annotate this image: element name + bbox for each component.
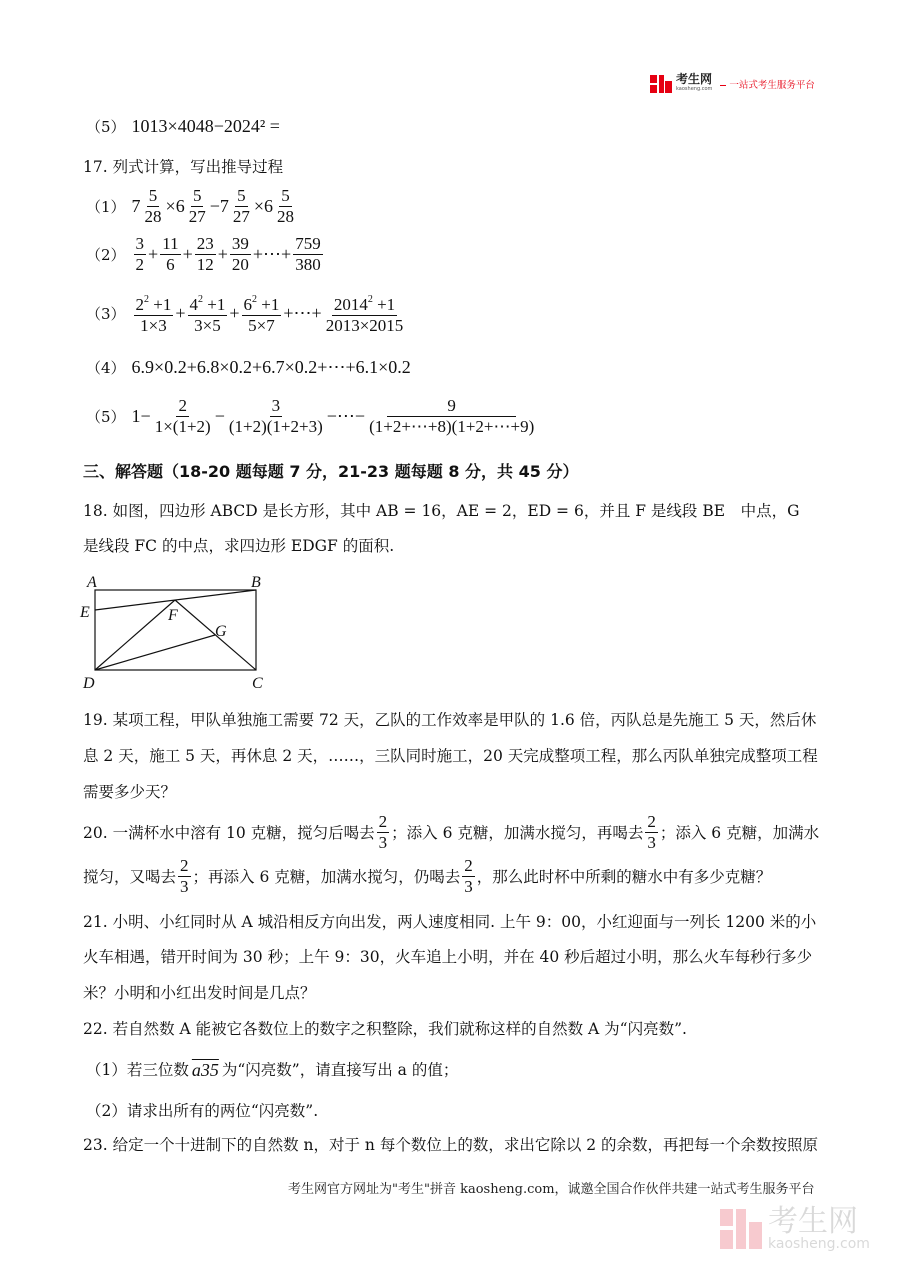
- q21-line3: 米？小明和小红出发时间是几点？: [83, 984, 316, 1002]
- label-g: G: [215, 623, 227, 640]
- footer-watermark: [720, 1204, 870, 1252]
- text-segment: ，那么此时杯中所剩的糖水中有多少克糖？: [476, 867, 772, 886]
- text-segment: 搅匀，又喝去: [83, 867, 177, 886]
- operator: ×: [165, 196, 176, 216]
- q19-line1: 19. 某项工程，甲队单独施工需要 72 天，乙队的工作效率是甲队的 1.6 倍，丙队总是先施工 5 天，然后休: [83, 711, 817, 729]
- q20-line1: [83, 812, 819, 853]
- label-f: F: [168, 607, 178, 624]
- fraction: $\frac{5}{27}$: [188, 186, 206, 226]
- operator: +: [182, 244, 193, 264]
- text-segment: ；添入 6 克糖，加满水搅匀，再喝去: [391, 823, 644, 842]
- fraction: $\frac{2}{3}$: [378, 812, 388, 852]
- watermark-text-en: kaosheng.com: [768, 1236, 870, 1252]
- q22-stem: 22. 若自然数 A 能被它各数位上的数字之积整除，我们就称这样的自然数 A 为“闪亮数”.: [83, 1020, 687, 1038]
- q18-line1: 18. 如图，四边形 ABCD 是长方形，其中 AB = 16，AE = 2，ED = 6，并且 F 是线段 BE 中点，G: [83, 502, 800, 520]
- operator: +: [229, 302, 240, 323]
- operator: ×: [253, 196, 265, 216]
- q18-line2: 是线段 FC 的中点，求四边形 EDGF 的面积.: [83, 537, 395, 555]
- item-label: （4）: [86, 359, 126, 377]
- q17-item5: [86, 396, 538, 437]
- fraction: $\frac{5}{28}$: [277, 186, 295, 226]
- logo-text-en: kaosheng.com: [676, 86, 713, 92]
- mixed-whole: 7: [131, 196, 141, 216]
- fraction: $\frac{759}{380}$: [295, 234, 321, 274]
- header-slogan: 一站式考生服务平台: [720, 77, 815, 91]
- fraction: $\frac{5}{27}$: [232, 186, 250, 226]
- q17-title: 17. 列式计算，写出推导过程: [83, 158, 284, 176]
- fraction: $\frac{5}{28}$: [144, 186, 162, 226]
- fraction: $\frac{6^2 +1}{5\times 7}$: [242, 290, 282, 336]
- fraction: $\frac{9}{(1+2+\cdots+8)(1+2+\cdots+9)}$: [369, 396, 535, 436]
- logo-mark-icon: [650, 75, 672, 93]
- text-segment: ；再添入 6 克糖，加满水搅匀，仍喝去: [192, 867, 461, 886]
- fraction: $\frac{23}{12}$: [196, 234, 214, 274]
- item-label: （1）: [86, 198, 126, 216]
- fraction: $\frac{2014^2 +1}{2013\times 2015}$: [324, 290, 406, 336]
- operator: −: [214, 406, 225, 426]
- rectangle-abcd: [95, 590, 256, 670]
- item-label: （5）: [86, 118, 126, 136]
- label-b: B: [251, 574, 261, 591]
- mixed-whole: 7: [219, 196, 229, 216]
- q16-item5: [86, 116, 280, 137]
- q21-line2: 火车相遇，错开时间为 30 秒；上午 9：30，火车追上小明，并在 40 秒后超过小明，那么火车每秒行多少: [83, 948, 813, 966]
- operator: +: [175, 302, 186, 323]
- text-segment: （1）若三位数: [86, 1061, 189, 1079]
- math-expression: 1013×4048−2024² =: [131, 116, 280, 136]
- q22-sub2: （2）请求出所有的两位“闪亮数”.: [86, 1102, 319, 1120]
- fraction: $\frac{2}{3}$: [464, 856, 473, 896]
- text-segment: 为“闪亮数”，请直接写出 a 的值；: [221, 1061, 459, 1079]
- header-logo: [650, 74, 815, 94]
- label-e: E: [80, 604, 90, 621]
- logo-text-cn: 考生网: [676, 72, 713, 86]
- segment-dg: [95, 635, 215, 670]
- text-segment: ；添入 6 克糖，加满水: [659, 823, 820, 842]
- fraction: $\frac{4^2 +1}{3\times 5}$: [188, 290, 228, 336]
- q18-figure: [75, 570, 275, 695]
- q19-line3: 需要多少天？: [83, 783, 177, 801]
- label-c: C: [252, 675, 263, 692]
- watermark-logo-icon: [720, 1209, 762, 1249]
- overlined-number: a35: [191, 1060, 219, 1080]
- operator: −: [209, 196, 220, 216]
- fraction: $\frac{39}{20}$: [231, 234, 249, 274]
- fraction: $\frac{3}{(1+2)(1+2+3)}$: [228, 396, 323, 436]
- fraction: $\frac{2}{3}$: [180, 856, 189, 896]
- label-d: D: [83, 675, 95, 692]
- operator: +⋯+: [252, 244, 292, 264]
- operator: +: [217, 244, 228, 264]
- fraction: $\frac{2}{1\times(1+2)}$: [154, 396, 211, 436]
- q17-item3: [86, 290, 407, 336]
- mixed-whole: 6: [175, 196, 185, 216]
- q17-item1: [86, 186, 298, 227]
- fraction: $\frac{11}{6}$: [162, 234, 179, 274]
- footer-text: 考生网官方网址为"考生"拼音 kaosheng.com，诚邀全国合作伙伴共建一站式考生服务平台: [288, 1182, 815, 1197]
- fraction: $\frac{2}{3}$: [647, 812, 656, 852]
- q17-item2: [86, 234, 325, 275]
- fraction: $\frac{2^2 +1}{1\times 3}$: [134, 290, 174, 336]
- q22-sub1: [86, 1060, 458, 1080]
- math-expression: 6.9×0.2+6.8×0.2+6.7×0.2+⋯+6.1×0.2: [131, 357, 411, 377]
- text-segment: 20. 一满杯水中溶有 10 克糖，搅匀后喝去: [83, 823, 375, 842]
- watermark-text-cn: 考生网: [768, 1204, 858, 1239]
- q17-item4: [86, 357, 411, 378]
- q19-line2: 息 2 天，施工 5 天，再休息 2 天，……，三队同时施工，20 天完成整项工程，那么丙队单独完成整项工程: [83, 747, 818, 765]
- operator: +⋯+: [283, 302, 322, 323]
- item-label: （5）: [86, 408, 126, 426]
- item-label: （2）: [86, 246, 126, 264]
- q21-line1: 21. 小明、小红同时从 A 城沿相反方向出发，两人速度相同. 上午 9：00，小红迎面与一列长 1200 米的小: [83, 913, 817, 931]
- section-heading: 三、解答题（18-20 题每题 7 分，21-23 题每题 8 分，共 45 分）: [83, 462, 579, 481]
- item-label: （3）: [86, 304, 126, 323]
- label-a: A: [87, 574, 97, 591]
- operator: +: [148, 244, 159, 264]
- operator: 1−: [131, 406, 151, 426]
- fraction: $\frac{3}{2}$: [135, 234, 145, 274]
- mixed-whole: 6: [264, 196, 274, 216]
- q23-line1: 23. 给定一个十进制下的自然数 n，对于 n 每个数位上的数，求出它除以 2 的余数，再把每一个余数按照原: [83, 1136, 819, 1154]
- operator: −⋯−: [326, 406, 366, 426]
- q20-line2: [83, 856, 771, 897]
- segment-df: [95, 600, 175, 670]
